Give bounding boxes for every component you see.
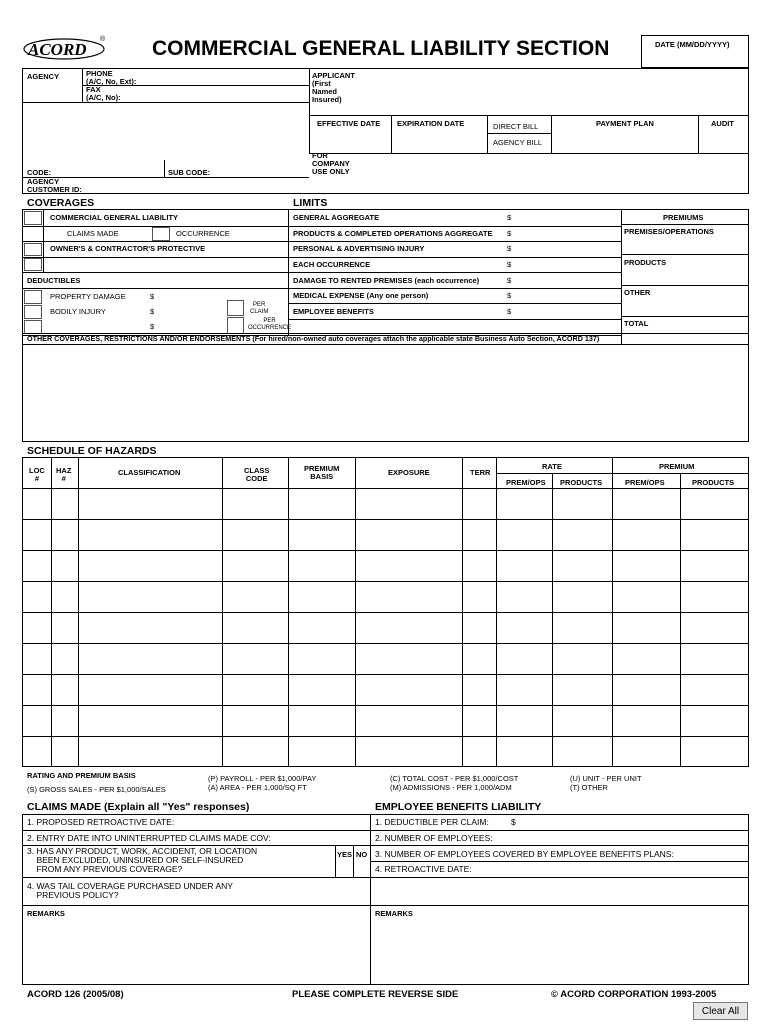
logo-text: ACORD bbox=[28, 40, 87, 59]
claims-q3-no: NO bbox=[356, 850, 368, 859]
cgl-label: COMMERCIAL GENERAL LIABILITY bbox=[50, 213, 179, 222]
claims-q3-yes-box[interactable] bbox=[336, 862, 352, 876]
payment-plan-label: PAYMENT PLAN bbox=[596, 119, 654, 128]
premium-products-header: PRODUCTS bbox=[692, 478, 735, 487]
blank-deductible-checkbox[interactable] bbox=[24, 320, 42, 334]
rate-products-header: PRODUCTS bbox=[560, 478, 603, 487]
premium-prem-ops-header: PREM/OPS bbox=[625, 478, 665, 487]
date-label: DATE (MM/DD/YYYY) bbox=[655, 40, 730, 49]
phone-input[interactable] bbox=[150, 70, 305, 84]
acord-logo bbox=[22, 34, 108, 62]
terr-header: TERR bbox=[470, 468, 491, 477]
bodily-injury-dollar: $ bbox=[150, 307, 155, 316]
classification-header: CLASSIFICATION bbox=[118, 468, 181, 477]
limit-medical-expense: MEDICAL EXPENSE (Any one person) bbox=[293, 291, 429, 300]
claims-q3-yes: YES bbox=[337, 850, 353, 859]
copyright: © ACORD CORPORATION 1993-2005 bbox=[551, 989, 717, 1000]
per-claim-label: PER CLAIM bbox=[250, 302, 269, 315]
class-code-header: CLASS CODE bbox=[244, 466, 270, 483]
phone-label: PHONE (A/C, No, Ext): bbox=[86, 69, 137, 86]
claims-made-checkbox[interactable] bbox=[46, 228, 60, 240]
clear-all-button[interactable]: Clear All bbox=[693, 1002, 748, 1020]
premiums-heading: PREMIUMS bbox=[663, 213, 704, 222]
fax-input[interactable] bbox=[150, 87, 305, 101]
rating-c: (C) TOTAL COST - PER $1,000/COST bbox=[390, 774, 519, 783]
premium-products: PRODUCTS bbox=[624, 258, 667, 267]
eb-remarks: REMARKS bbox=[375, 909, 413, 918]
premium-other: OTHER bbox=[624, 288, 651, 297]
premium-total: TOTAL bbox=[624, 319, 649, 328]
limit-dollar-2: $ bbox=[507, 229, 512, 238]
rating-u: (U) UNIT - PER UNIT bbox=[570, 774, 642, 783]
agency-label: AGENCY bbox=[27, 72, 60, 81]
eb-q3: 3. NUMBER OF EMPLOYEES COVERED BY EMPLOYEE BENEFITS PLANS: bbox=[375, 849, 674, 859]
claims-q4: 4. WAS TAIL COVERAGE PURCHASED UNDER ANY PREVIOUS POLICY? bbox=[27, 881, 233, 900]
property-damage-dollar: $ bbox=[150, 292, 155, 301]
page-title: COMMERCIAL GENERAL LIABILITY SECTION bbox=[152, 37, 610, 60]
owners-checkbox[interactable] bbox=[24, 243, 42, 256]
deductibles-label: DEDUCTIBLES bbox=[27, 276, 81, 285]
cgl-checkbox[interactable] bbox=[24, 211, 42, 225]
fax-label: FAX (A/C, No): bbox=[86, 85, 121, 102]
other-coverages-block[interactable] bbox=[22, 333, 749, 442]
limit-dollar-3: $ bbox=[507, 244, 512, 253]
bodily-injury-label: BODILY INJURY bbox=[50, 307, 106, 316]
rating-m: (M) ADMISSIONS - PER 1,000/ADM bbox=[390, 783, 512, 792]
agency-bill-label: AGENCY BILL bbox=[493, 138, 543, 147]
expiration-date-label: EXPIRATION DATE bbox=[397, 119, 465, 128]
haz-header: HAZ # bbox=[56, 466, 72, 483]
loc-header: LOC # bbox=[29, 466, 45, 483]
rating-t: (T) OTHER bbox=[570, 783, 608, 792]
claims-q1: 1. PROPOSED RETROACTIVE DATE: bbox=[27, 817, 175, 827]
per-occurrence-label: PER OCCURRENCE bbox=[248, 318, 292, 331]
claims-made-label: CLAIMS MADE bbox=[67, 229, 119, 238]
limit-products-aggregate: PRODUCTS & COMPLETED OPERATIONS AGGREGATE bbox=[293, 229, 493, 238]
owners-label: OWNER'S & CONTRACTOR'S PROTECTIVE bbox=[50, 244, 206, 253]
complete-reverse-note: PLEASE COMPLETE REVERSE SIDE bbox=[292, 989, 459, 1000]
hazards-heading: SCHEDULE OF HAZARDS bbox=[27, 445, 157, 457]
per-occurrence-checkbox[interactable] bbox=[227, 317, 244, 334]
blank-row-checkbox[interactable] bbox=[24, 258, 42, 271]
property-damage-label: PROPERTY DAMAGE bbox=[50, 292, 126, 301]
rate-prem-ops-header: PREM/OPS bbox=[506, 478, 546, 487]
coverages-heading: COVERAGES bbox=[27, 197, 95, 209]
applicant-input[interactable] bbox=[350, 70, 745, 110]
occurrence-checkbox[interactable] bbox=[152, 227, 170, 241]
rating-heading: RATING AND PREMIUM BASIS bbox=[27, 771, 136, 780]
limit-personal-advertising: PERSONAL & ADVERTISING INJURY bbox=[293, 244, 425, 253]
other-coverages-label: OTHER COVERAGES, RESTRICTIONS AND/OR ENDORSEMENTS (For hired/non-owned auto coverages attach the applicable state Business Auto Section, ACORD 137) bbox=[27, 334, 600, 343]
rate-header: RATE bbox=[542, 462, 562, 471]
eb-q1-dollar: $ bbox=[511, 817, 516, 827]
applicant-label: APPLICANT (First Named Insured) bbox=[312, 71, 355, 104]
limit-damage-rented: DAMAGE TO RENTED PREMISES (each occurrence) bbox=[293, 276, 480, 285]
claims-made-heading: CLAIMS MADE (Explain all "Yes" responses) bbox=[27, 801, 250, 813]
limit-employee-benefits: EMPLOYEE BENEFITS bbox=[293, 307, 374, 316]
claims-q3: 3. HAS ANY PRODUCT, WORK, ACCIDENT, OR LOCATION BEEN EXCLUDED, UNINSURED OR SELF-INSURED FROM ANY PREVIOUS COVERAGE? bbox=[27, 846, 258, 874]
limit-each-occurrence: EACH OCCURRENCE bbox=[293, 260, 371, 269]
property-damage-checkbox[interactable] bbox=[24, 290, 42, 304]
limit-dollar-7: $ bbox=[507, 307, 512, 316]
limit-dollar-1: $ bbox=[507, 213, 512, 222]
audit-label: AUDIT bbox=[711, 119, 734, 128]
direct-bill-label: DIRECT BILL bbox=[493, 122, 539, 131]
limit-dollar-4: $ bbox=[507, 260, 512, 269]
eb-q2: 2. NUMBER OF EMPLOYEES: bbox=[375, 833, 493, 843]
claims-q3-no-box[interactable] bbox=[354, 862, 369, 876]
limit-dollar-6: $ bbox=[507, 291, 512, 300]
rating-s: (S) GROSS SALES - PER $1,000/SALES bbox=[27, 785, 166, 794]
for-company-label: FOR COMPANY USE ONLY bbox=[312, 151, 350, 176]
limit-general-aggregate: GENERAL AGGREGATE bbox=[293, 213, 380, 222]
form-number: ACORD 126 (2005/08) bbox=[27, 989, 124, 1000]
premium-basis-header: PREMIUM BASIS bbox=[304, 464, 340, 481]
effective-date-label: EFFECTIVE DATE bbox=[317, 119, 381, 128]
eb-q4: 4. RETROACTIVE DATE: bbox=[375, 864, 472, 874]
premium-premises: PREMISES/OPERATIONS bbox=[624, 227, 714, 236]
agency-customer-id-label: AGENCY CUSTOMER ID: bbox=[27, 177, 82, 194]
occurrence-label: OCCURRENCE bbox=[176, 229, 230, 238]
registered-mark: ® bbox=[100, 36, 106, 43]
rating-a: (A) AREA - PER 1,000/SQ FT bbox=[208, 783, 307, 792]
bodily-injury-checkbox[interactable] bbox=[24, 305, 42, 319]
code-label: CODE: bbox=[27, 168, 52, 177]
limits-heading: LIMITS bbox=[293, 197, 328, 209]
sub-code-label: SUB CODE: bbox=[168, 168, 211, 177]
claims-q2: 2. ENTRY DATE INTO UNINTERRUPTED CLAIMS MADE COV: bbox=[27, 833, 271, 843]
per-claim-checkbox[interactable] bbox=[227, 300, 244, 316]
premium-header: PREMIUM bbox=[659, 462, 695, 471]
eb-q1: 1. DEDUCTIBLE PER CLAIM: bbox=[375, 817, 489, 827]
limit-dollar-5: $ bbox=[507, 276, 512, 285]
exposure-header: EXPOSURE bbox=[388, 468, 430, 477]
claims-remarks: REMARKS bbox=[27, 909, 65, 918]
employee-benefits-heading: EMPLOYEE BENEFITS LIABILITY bbox=[375, 801, 542, 813]
blank-deductible-dollar: $ bbox=[150, 322, 155, 331]
rating-p: (P) PAYROLL - PER $1,000/PAY bbox=[208, 774, 317, 783]
